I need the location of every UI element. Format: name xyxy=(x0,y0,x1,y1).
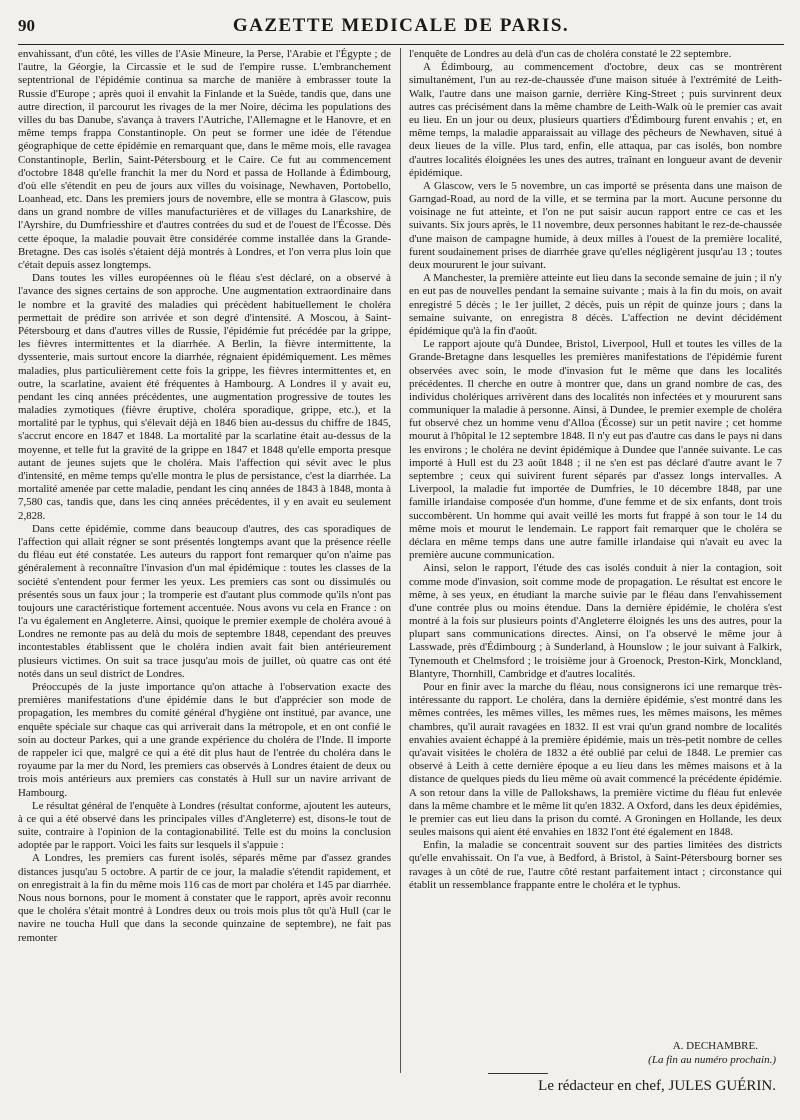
paragraph: Le rapport ajoute qu'à Dundee, Bristol, Liverpool, Hull et toutes les villes de la Grande-Bretagne dans lesquelles les premières manifestations de l'épidémie furent observées avec soin, le mode d'invasion fut le même que dans les localités précédentes. Il cherche en outre à montrer que, dans un grand nombre de cas, des individus cholériques arrivèrent dans des localités non infectées et y moururent sans communiquer la maladie à personne. Ainsi, à Dundee, le premier exemple de choléra fut observé chez un homme venu d'Alloa (Écosse) sur un petit navire ; cet homme mourut à l'hôpital le 12 septembre 1848. Il n'y eut pas d'autre cas dans le pays ni dans les environs ; le choléra ne devint épidémique à Dundee que l'année suivante. Le cas importé à Hull est du 23 août 1848 ; il ne s'en est pas déclaré d'autre avant le 7 septembre ; ceux qui suivirent furent séparés par d'assez longs intervalles. A Liverpool, la maladie fut importée de Dumfries, le 10 décembre 1848, par une famille irlandaise composée d'un homme, d'une femme et de six enfants, dont trois succombèrent. Un homme qui avait veillé les morts fut frappé à son tour le 14 du même mois et mourut le lendemain. Le rapport fait remarquer que le choléra se déclara en même temps dans une autre famille irlandaise qui n'avait eu avec la première aucune communication. xyxy=(409,338,782,562)
paragraph: Dans toutes les villes européennes où le fléau s'est déclaré, on a observé à l'avance des signes certains de son approche. Une augmentation extraordinaire dans le nombre et la gravité des maladies qui précèdent habituellement le choléra permettait de prédire son arrivée et son degré d'intensité. A Moscou, à Saint-Pétersbourg et dans d'autres villes de Russie, l'épidémie fut précédée par la grippe, les fièvres intermittentes et la diarrhée. A Berlin, la fièvre intermittente, la dyssenterie, mais surtout encore la diarrhée, régnaient épidémiquement. Les mêmes maladies, plus particulièrement cette fois la grippe, les fièvres intermittentes et, en outre, la scarlatine, avaient été fréquentes à Hambourg. A Londres il y avait eu, pendant les cinq années précédentes, une augmentation progressive de toutes les maladies zymotiques (fièvre éruptive, choléra sporadique, grippe, etc.), et la mortalité par le typhus, qui s'élevait déjà en 1846 bien au-dessus du chiffre de 1845, s'accrut encore en 1847 et 1848. La mortalité par la scarlatine était au-dessus de la moyenne, et telle fut la gravité de la grippe en 1847 et 1848 qu'elle emporta presque autant de jeunes sujets que le choléra. Mais l'affection qui sévit avec le plus d'intensité, en même temps qu'elle montra le plus de persistance, c'est la diarrhée. La mortalité amenée par cette maladie, pendant les cinq années de 1843 à 1848, monta à 7,580 cas, tandis que, dans les cinq années précédentes, il y en avait eu seulement 2,828. xyxy=(18,272,391,522)
page-header xyxy=(18,6,784,45)
paragraph: Dans cette épidémie, comme dans beaucoup d'autres, des cas sporadiques de l'affection qui allait régner se sont présentés longtemps avant que la présence réelle du fléau eut été constatée. Les auteurs du rapport font remarquer qu'on n'aime pas généralement à reconnaître l'invasion d'un mal épidémique : toutes les classes de la société s'entendent pour fermer les yeux. Les premiers cas sont ou dissimulés ou présentés sous un faux jour ; la tromperie est d'autant plus commode qu'ils n'ont pas toujours une caractéristique fortement accentuée. Nous avons vu cela en France : on l'a vu également en Angleterre. Ainsi, quoique le premier exemple de choléra avoué à Londres ne remonte pas au delà du mois de septembre 1848, cependant des preuves incontestables établissent que le choléra indien avait fait bien antérieurement plusieurs victimes. On suit sa trace jusqu'au mois de juillet, où quatre cas ont été notés dans un seul district de Londres. xyxy=(18,522,391,680)
continued-note: (La fin au numéro prochain.) xyxy=(648,1054,776,1066)
paragraph: A Manchester, la première atteinte eut lieu dans la seconde semaine de juin ; il n'y en eut pas de nouvelles pendant la semaine suivante ; mais à la fin du mois, on avait enregistré 5 décès ; le 1er juillet, 2 décès, puis un répit de quinze jours ; dans la semaine suivante, on enregistra 8 décès. L'affection ne devint décidément épidémique qu'à la fin d'août. xyxy=(409,272,782,337)
paragraph: Enfin, la maladie se concentrait souvent sur des parties limitées des districts qu'elle envahissait. On l'a vue, à Bedford, à Bristol, à Saint-Pétersbourg borner ses ravages à un côté de rue, l'autre côté restant parfaitement intact ; circonstance qui établit un ressemblance frappante entre le choléra et le typhus. xyxy=(409,839,782,891)
newspaper-page xyxy=(18,0,784,1120)
footer-divider xyxy=(488,1073,548,1074)
journal-title: GAZETTE MEDICALE DE PARIS. xyxy=(232,15,570,36)
paragraph: Le résultat général de l'enquête à Londres (résultat conforme, ajoutent les auteurs, à ce qui a été observé dans les principales villes d'Angleterre) est, disons-le tout de suite, contraire à l'opinion de la contagionabilité. Telle est du moins la conclusion adoptée par le rapport. Voici les faits sur lesquels il s'appuie : xyxy=(18,799,391,852)
paragraph: envahissant, d'un côté, les villes de l'Asie Mineure, la Perse, l'Arabie et l'Égypte ; de l'autre, la Géorgie, la Circassie et le sud de l'empire russe. L'embranchement septentrional de l'épidémie continua sa marche de manière à embrasser toute la Russie d'Europe ; après quoi il envahit la Finlande et la Suède, tandis que, dans une autre direction, il parcourut les rivages de la mer Noire, décima les populations des villes du bas Danube, s'avança à travers l'Autriche, l'Allemagne et le Hanovre, et en même temps frappa Constantinople. On peut se former une idée de l'étendue géographique de cette épidémie en remarquant que, dans le même mois, elle ravagea Constantinople, Berlin, Saint-Pétersbourg et le Caire. Ce fut au commencement d'octobre 1848 qu'elle franchit la mer du Nord et passa de Hollande à Édimbourg, d'où elle s'étendit en peu de jours aux villes du voisinage, Newhaven, Portobello, Loanhead, etc. Dans les premiers jours de novembre, elle se montra à Glascow, puis dans un grand nombre de villes manufacturières et de villages du Lanarkshire, de l'Ayrshire, du Dumfriesshire et d'autres contrées du sud et de l'ouest de l'Écosse. Dès cette époque, la maladie pouvait être considérée comme installée dans la Grande-Bretagne. Des cas isolés s'étaient déjà montrés à Londres, et l'on verra plus loin que c'était depuis assez longtemps. xyxy=(18,48,391,271)
column-divider xyxy=(400,48,401,1073)
paragraph: A Édimbourg, au commencement d'octobre, deux cas se montrèrent simultanément, l'un au rez-de-chaussée d'une maison située à l'extrémité de Leith-Walk, l'autre dans une maison garnie, derrière King-Street ; puis survinrent deux autres cas précisément dans la même chambre de Leith-Walk où le premier cas avait eu lieu. En un jour ou deux, plusieurs quartiers d'Édimbourg furent envahis ; et, en même temps, la maladie apparaissait au village des pêcheurs de Newhaven, situé à deux lieues de la ville. Plus tard, enfin, elle attaqua, par cas isolés, bon nombre d'autres localités éloignées les unes des autres, traînant en longueur avant de devenir épidémique. xyxy=(409,61,782,179)
paragraph: A Glascow, vers le 5 novembre, un cas importé se présenta dans une maison de Garngad-Road, au nord de la ville, et se termina par la mort. Aucune personne du voisinage ne fut atteinte, et l'on ne put saisir aucun rapport entre ce cas et les suivants. Six jours après, le 11 novembre, deux personnes habitant le rez-de-chaussée d'une maison de campagne humide, à deux milles à l'ouest de la première localité, furent soudainement prises de diarrhée grave qu'elles négligèrent jusqu'au 13 ; toutes deux moururent le jour suivant. xyxy=(409,179,782,271)
paragraph: Préoccupés de la juste importance qu'on attache à l'observation exacte des premières manifestations d'une épidémie dans le but d'apprécier son mode de propagation, les membres du comité général d'hygiène ont institué, par avance, une enquête spéciale sur chaque cas qui arriverait dans la métropole, et en ont confié le soin au docteur Parkes, qui a une grande expérience du choléra de l'Inde. Il importe de rappeler ici que, malgré ce qui a été dit plus haut de l'entrée du choléra dans le royaume par la mer du Nord, les premiers cas observés à Londres étaient de deux ou trois mois antérieurs aux premiers cas constatés à Hull sur un navire arrivant de Hambourg. xyxy=(18,681,391,799)
paragraph: l'enquête de Londres au delà d'un cas de choléra constaté le 22 septembre. xyxy=(409,48,732,60)
page-number: 90 xyxy=(18,16,35,35)
paragraph: A Londres, les premiers cas furent isolés, séparés même par d'assez grandes distances jusqu'au 5 octobre. A partir de ce jour, la maladie s'étendit rapidement, et on enregistrait à la fin du même mois 116 cas de mort par choléra et 145 par diarrhée. Nous nous bornons, pour le moment à constater que le rapport, après avoir reconnu que le choléra s'était montré à Londres deux ou trois mois plus tôt qu'à Hull (car le navire ne toucha Hull que dans la seconde quinzaine de septembre), ne fait pas remonter xyxy=(18,852,391,944)
paragraph: Pour en finir avec la marche du fléau, nous consignerons ici une remarque très-intéressante du rapport. Le choléra, dans la dernière épidémie, s'est montré dans les mêmes contrées, les mêmes villes, les mêmes rues, les mêmes maisons, les mêmes chambres, qu'il aurait ravagées en 1832. Il est vrai qu'un grand nombre de localités envahies avaient échappé à la première épidémie, mais un très-petit nombre de celles qu'avait visitées le choléra de 1832 a été oublié par celui de 1848. Le premier cas observé à Leith à cette dernière époque a eu lieu dans les mêmes maisons et à la distance de quelques pieds du lieu même où avait commencé la précédente épidémie. A son retour dans la ville de Pallokshaws, la première victime du fléau fut enlevée dans la même chambre et le même lit qu'en 1832. A Oxford, dans les deux épidémies, le premier cas eut lieu dans la prison du comté. A Groningen en Hollande, les deux seules maisons qui aient été envahies en 1832 l'ont été également en 1848. xyxy=(409,681,782,839)
left-column xyxy=(18,48,391,1066)
right-column xyxy=(409,48,782,1066)
article-signature xyxy=(409,1040,782,1066)
editor-line: Le rédacteur en chef, JULES GUÉRIN. xyxy=(538,1078,776,1094)
paragraph: Ainsi, selon le rapport, l'étude des cas isolés conduit à nier la contagion, soit comme mode d'invasion, soit comme mode de propagation. Le résultat est encore le même, à ses yeux, en étudiant la marche suivie par le fléau dans l'envahissement d'une contrée plus ou moins étendue. Dans la dernière épidémie, le choléra s'est montré à la fois sur plusieurs points d'Angleterre éloignés les uns des autres, pour la plupart sans communications directes. Ainsi, on l'a observé le même jour à Lasswade, près d'Édimbourg ; à Sunderland, à Hounslow ; le jour suivant à Falkirk, Tynemouth et Chelmsford ; le troisième jour à Groenock, Preston-Kirk, Monckland, Blantyre, Thornhill, Cambridge et d'autres localités. xyxy=(409,562,782,680)
author-name: A. DECHAMBRE. xyxy=(672,1040,758,1052)
